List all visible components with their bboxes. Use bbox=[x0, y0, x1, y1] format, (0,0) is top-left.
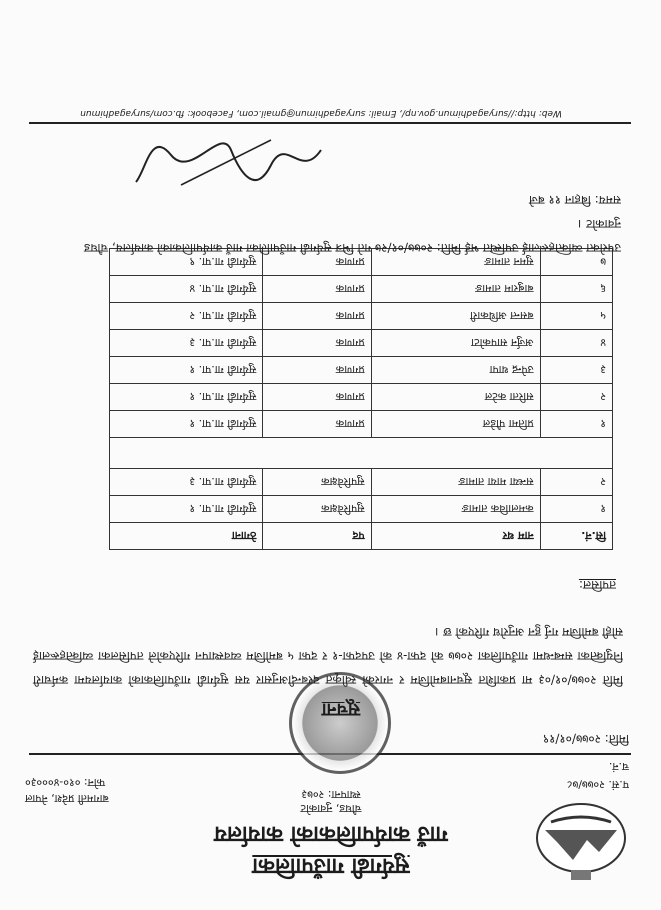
table-row-blank bbox=[110, 438, 613, 469]
cell-sn: १ bbox=[540, 411, 612, 438]
cell-address: सुर्यगढी गा.पा. १ bbox=[110, 384, 263, 411]
signature-mark bbox=[131, 130, 331, 190]
cell-post: प्रगणक bbox=[263, 303, 371, 330]
cell-address: सुर्यगढी गा.पा. ३ bbox=[110, 469, 263, 496]
table-row bbox=[110, 276, 613, 303]
cell-post: प्रगणक bbox=[263, 384, 371, 411]
staff-table bbox=[109, 248, 613, 550]
closing-paragraph bbox=[61, 188, 621, 260]
office-address: चौघड, नुवाकोट bbox=[300, 802, 362, 815]
cell-sn: २ bbox=[540, 384, 612, 411]
footer-divider bbox=[29, 122, 631, 124]
table-row bbox=[110, 411, 613, 438]
table-row bbox=[110, 303, 613, 330]
closing-line-1: उपरोक्त व्यक्तिहरूलाई उपस्थित भई मिति: २०७७/०१/२७ गते भित्र सुर्यगढी गाउँपालिका गाउँ कार्यपालिकाको कार्यालय, चौघड नुवाकोट । bbox=[83, 217, 621, 255]
col-header-name: नाम थर bbox=[371, 523, 540, 550]
cell-sn: ७ bbox=[540, 249, 612, 276]
cell-address: सुर्यगढी गा.पा. १ bbox=[110, 357, 263, 384]
phone-label: फोन: ०१०-४०००३० bbox=[25, 776, 106, 789]
cell-name: सरिता कटेल bbox=[371, 384, 540, 411]
cell-name: उपेन्द्र थापा bbox=[371, 357, 540, 384]
cell-sn: ४ bbox=[540, 330, 612, 357]
cell-post: प्रगणक bbox=[263, 357, 371, 384]
website-footer: Web: http://suryagadhimun.gov.np/, Email: suryagadhimun@gmail.com, Facebook: fb.com/suryagadhimun bbox=[80, 108, 562, 118]
cell-name: बसन्त अधिकारी bbox=[371, 303, 540, 330]
cell-address: सुर्यगढी गा.पा. १ bbox=[110, 496, 263, 523]
table-row bbox=[110, 330, 613, 357]
table-header-row bbox=[110, 523, 613, 550]
cell-post: प्रगणक bbox=[263, 330, 371, 357]
notice-body: मिति २०७७/०१/०३ मा प्रकाशित सूचनाबमोजिम र नगरको स्वीकृत दरबन्दीअनुसार यस सुर्यगढी गाउँपालिकाको कार्यालयमा कर्मचारी नियुक्तिका सम्बन्धमा गाउँपालिका २०७७ को दफा-४ को उपदफा-१ र दफा ५ बमोजिम व्यवस्थापन गरिएकोले तपसिलका व्यक्तिहरूलाई सोही बमोजिम गर्नु हुन अनुरोध गरिएको छ । bbox=[33, 625, 623, 687]
cell-sn: ५ bbox=[540, 303, 612, 330]
cell-sn: २ bbox=[540, 469, 612, 496]
blank-cell bbox=[110, 438, 613, 469]
cell-address: सुर्यगढी गा.पा. ४ bbox=[110, 276, 263, 303]
table-row bbox=[110, 469, 613, 496]
cell-post: सुपरिवेक्षक bbox=[263, 469, 371, 496]
cell-name: सन्ध्या माया तामाङ bbox=[371, 469, 540, 496]
cell-name: सुमन तामाङ bbox=[371, 249, 540, 276]
cell-sn: ३ bbox=[540, 357, 612, 384]
col-header-sn: सि.नं. bbox=[540, 523, 612, 550]
municipality-logo bbox=[531, 800, 631, 882]
table-row bbox=[110, 357, 613, 384]
cell-post: प्रगणक bbox=[263, 249, 371, 276]
cell-name: अर्जुन सापकोटा bbox=[371, 330, 540, 357]
province-label: बागमती प्रदेश, नेपाल bbox=[25, 792, 109, 805]
notice-date: मिति: २०७७/०१/१९ bbox=[542, 732, 629, 746]
cell-address: सुर्यगढी गा.पा. २ bbox=[110, 303, 263, 330]
col-header-address: ठेगाना bbox=[110, 523, 263, 550]
cell-address: सुर्यगढी गा.पा. ९ bbox=[110, 249, 263, 276]
cell-sn: १ bbox=[540, 496, 612, 523]
cell-post: सुपरिवेक्षक bbox=[263, 496, 371, 523]
cell-address: सुर्यगढी गा.पा. ३ bbox=[110, 330, 263, 357]
notice-title: सूचना bbox=[321, 699, 361, 720]
table-row bbox=[110, 384, 613, 411]
cell-post: प्रगणक bbox=[263, 276, 371, 303]
reference-number: प.सं. २०७७/७८ bbox=[566, 778, 629, 791]
established-year: स्थापना: २०७३ bbox=[301, 788, 361, 801]
cell-address: सुर्यगढी गा.पा. १ bbox=[110, 411, 263, 438]
cell-sn: ६ bbox=[540, 276, 612, 303]
table-row bbox=[110, 496, 613, 523]
closing-line-2: समय: बिहान ११ बजे bbox=[528, 193, 621, 207]
table-heading: तपसिल: bbox=[578, 578, 616, 592]
cell-name: प्रतिमा पौडेल bbox=[371, 411, 540, 438]
col-header-post: पद bbox=[263, 523, 371, 550]
cell-post: प्रगणक bbox=[263, 411, 371, 438]
dispatch-number: च.नं. bbox=[608, 760, 629, 773]
cell-name: बाबुराम तामाङ bbox=[371, 276, 540, 303]
municipality-name: सुर्यगढी गाउँपालिका bbox=[252, 853, 410, 878]
office-name: गाउँ कार्यपालिकाको कार्यालय bbox=[214, 821, 448, 846]
cell-name: कमलाविक तामाङ bbox=[371, 496, 540, 523]
